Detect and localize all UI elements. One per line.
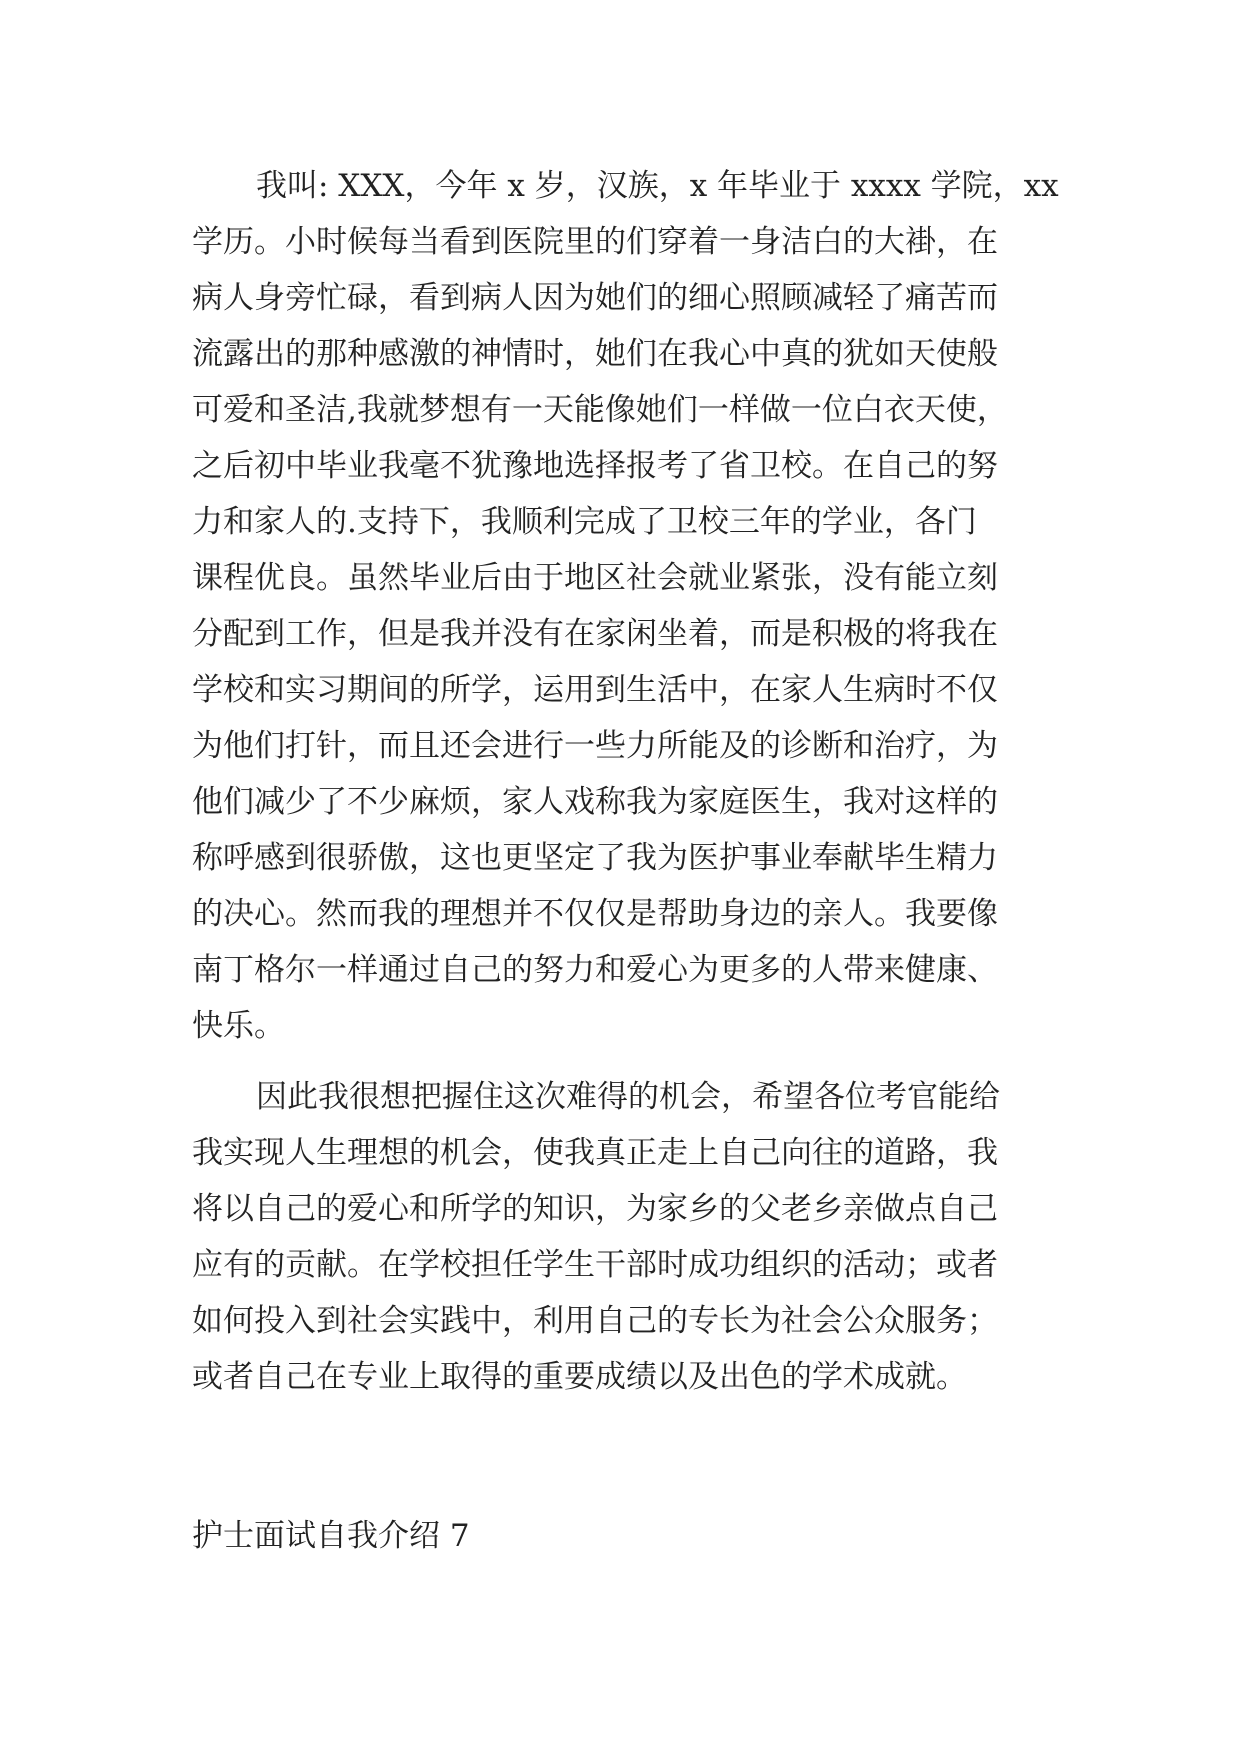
text-line: 力和家人的.支持下，我顺利完成了卫校三年的学业，各门 — [192, 504, 977, 540]
text-line: 应有的贡献。在学校担任学生干部时成功组织的活动；或者 — [192, 1247, 998, 1283]
text-line: 学校和实习期间的所学，运用到生活中，在家人生病时不仅 — [192, 672, 998, 708]
text-line: 之后初中毕业我毫不犹豫地选择报考了省卫校。在自己的努 — [192, 448, 998, 484]
text-line: 的决心。然而我的理想并不仅仅是帮助身边的亲人。我要像 — [192, 896, 998, 932]
text-line: 分配到工作，但是我并没有在家闲坐着，而是积极的将我在 — [192, 616, 998, 652]
paragraph-2 — [192, 1069, 1054, 1405]
text-line: 南丁格尔一样通过自己的努力和爱心为更多的人带来健康、 — [192, 952, 998, 988]
text-line: 我叫: XXX，今年 x 岁，汉族，x 年毕业于 xxxx 学院，xx — [256, 168, 1059, 204]
text-line: 可爱和圣洁,我就梦想有一天能像她们一样做一位白衣天使， — [192, 392, 1008, 428]
text-line: 或者自己在专业上取得的重要成绩以及出色的学术成就。 — [192, 1359, 967, 1395]
text-line: 为他们打针，而且还会进行一些力所能及的诊断和治疗，为 — [192, 728, 998, 764]
text-line: 如何投入到社会实践中，利用自己的专长为社会公众服务； — [192, 1303, 998, 1339]
paragraph-spacer — [192, 1054, 1054, 1069]
document-body — [192, 158, 1059, 1405]
text-line: 他们减少了不少麻烦，家人戏称我为家庭医生，我对这样的 — [192, 784, 998, 820]
text-line: 称呼感到很骄傲，这也更坚定了我为医护事业奉献毕生精力 — [192, 840, 998, 876]
text-line: 因此我很想把握住这次难得的机会，希望各位考官能给 — [256, 1079, 1000, 1115]
text-line: 病人身旁忙碌，看到病人因为她们的细心照顾减轻了痛苦而 — [192, 280, 998, 316]
text-line: 学历。小时候每当看到医院里的们穿着一身洁白的大褂，在 — [192, 224, 998, 260]
paragraph-1 — [192, 158, 1059, 1054]
text-line: 流露出的那种感激的神情时，她们在我心中真的犹如天使般 — [192, 336, 998, 372]
section-heading: 护士面试自我介绍 7 — [192, 1518, 470, 1554]
text-line: 我实现人生理想的机会，使我真正走上自己向往的道路，我 — [192, 1135, 998, 1171]
text-line: 快乐。 — [192, 1008, 285, 1044]
text-line: 将以自己的爱心和所学的知识，为家乡的父老乡亲做点自己 — [192, 1191, 998, 1227]
text-line: 课程优良。虽然毕业后由于地区社会就业紧张，没有能立刻 — [192, 560, 998, 596]
